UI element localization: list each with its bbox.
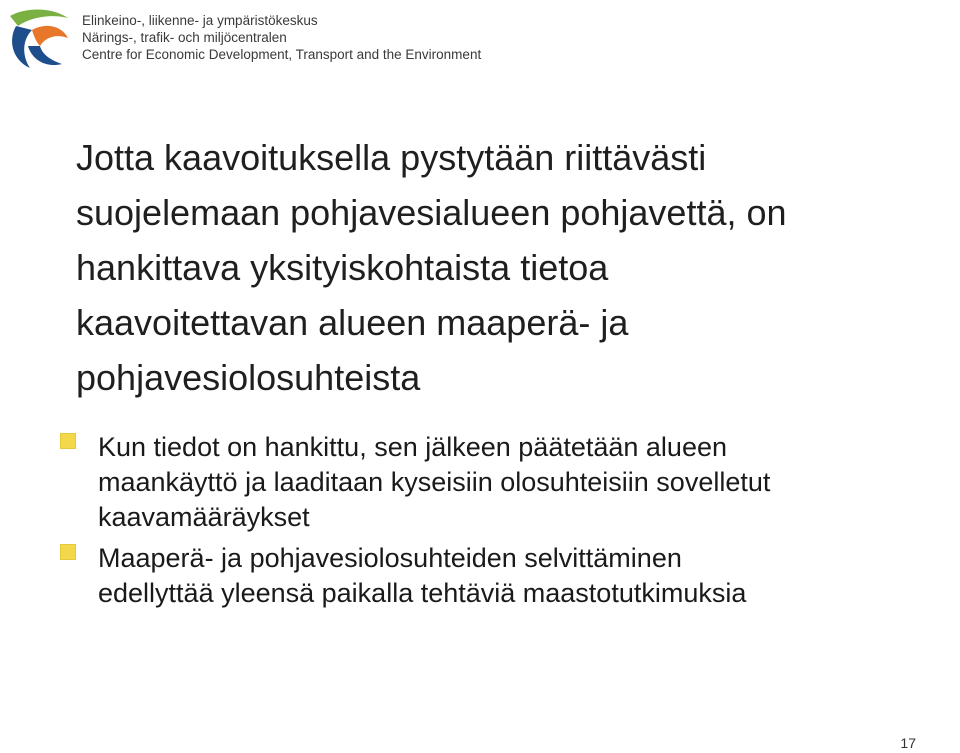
org-name-finnish: Elinkeino-, liikenne- ja ympäristökeskus [82, 13, 318, 28]
heading-line: hankittava yksityiskohtaista tietoa [76, 247, 609, 288]
heading-line: pohjavesiolosuhteista [76, 357, 421, 398]
org-name-swedish: Närings-, trafik- och miljöcentralen [82, 30, 287, 45]
bullet-item [60, 430, 940, 535]
heading-line: suojelemaan pohjavesialueen pohjavettä, on [76, 192, 787, 233]
bullet-line: kaavamääräykset [98, 502, 310, 532]
bullet-item [60, 541, 940, 611]
slide-main-heading [76, 130, 956, 405]
organization-names [82, 12, 481, 63]
bullet-line: Maaperä- ja pohjavesiolosuhteiden selvittäminen [98, 543, 682, 573]
ely-centre-logo-icon [6, 6, 74, 72]
page-number: 17 [900, 735, 916, 751]
slide-header [6, 6, 526, 72]
bullet-list [60, 430, 940, 617]
heading-line: kaavoitettavan alueen maaperä- ja [76, 302, 629, 343]
bullet-square-icon [60, 544, 76, 560]
bullet-line: Kun tiedot on hankittu, sen jälkeen päätetään alueen [98, 432, 727, 462]
heading-line: Jotta kaavoituksella pystytään riittävästi [76, 137, 707, 178]
bullet-square-icon [60, 433, 76, 449]
bullet-line: maankäyttö ja laaditaan kyseisiin olosuhteisiin sovelletut [98, 467, 771, 497]
bullet-line: edellyttää yleensä paikalla tehtäviä maastotutkimuksia [98, 578, 747, 608]
org-name-english: Centre for Economic Development, Transport and the Environment [82, 47, 482, 62]
